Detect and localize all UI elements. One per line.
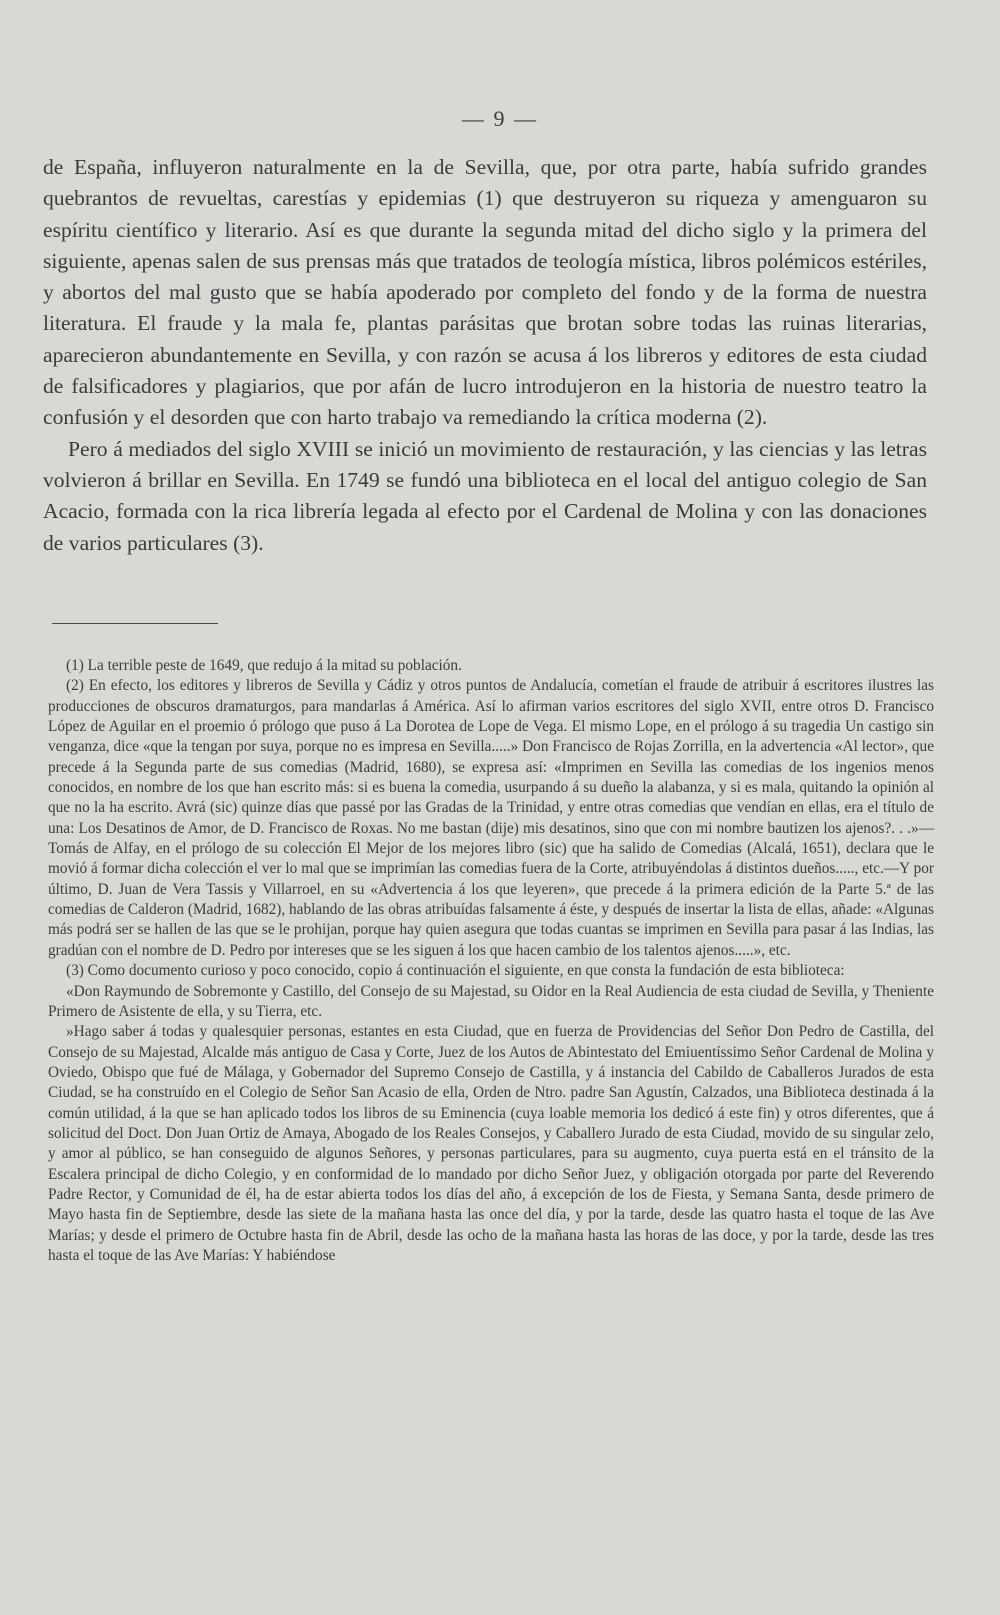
footnote-3-quote-2: »Hago saber á todas y qualesquier personas, estantes en esta Ciudad, que en fuerza de Providencias del Señor Don Pedro de Castilla, del Consejo de su Majestad, Alcalde más antiguo de Casa y Corte, Juez de los Autos de Abintestato del Emiuentíssimo Señor Cardenal de Molina y Oviedo, Obispo que fué de Málaga, y Gobernador del Supremo Consejo de Castilla, y á instancia del Cabildo de Caballeros Jurados de esta Ciudad, se ha construído en el Colegio de Señor San Acasio de ella, Orden de Ntro. padre San Agustín, Calzados, una Biblioteca destinada á la común utilidad, á la que se han aplicado todos los libros de su Eminencia (cuya loable memoria los dedicó á este fin) y otros diferentes, que á solicitud del Doct. Don Juan Ortiz de Amaya, Abogado de los Reales Consejos, y Caballero Jurado de esta Ciudad, movido de su singular zelo, y amor al público, se han conseguido de algunos Señores, y personas particulares, para su augmento, cuya puerta está en el tránsito de la Escalera principal de dicho Colegio, y en conformidad de lo mandado por dicho Señor Juez, y obligación otorgada por parte del Reverendo Padre Rector, y Comunidad de él, ha de estar abierta todos los días del año, á excepción de los de Fiesta, y Semana Santa, desde primero de Mayo hasta fin de Septiembre, desde las siete de la mañana hasta las once del día, y por la tarde, desde las quatro hasta el toque de las Ave Marías; y desde el primero de Octubre hasta fin de Abril, desde las ocho de la mañana hasta las horas de las doce, y por la tarde, desde las tres hasta el toque de las Ave Marías: Y habiéndose <box>48 1023 934 1264</box>
body-paragraph-2: Pero á mediados del siglo XVIII se inició un movimiento de restauración, y las ciencias y las letras volvieron á brillar en Sevilla. En 1749 se fundó una biblioteca en el local del antiguo colegio de San Acacio, formada con la rica librería legada al efecto por el Cardenal de Molina y con las donaciones de varios particulares (3). <box>43 436 927 555</box>
footnote-1: (1) La terrible peste de 1649, que redujo á la mitad su población. <box>66 657 462 674</box>
footnote-2: (2) En efecto, los editores y libreros de Sevilla y Cádiz y otros puntos de Andalucía, cometían el fraude de atribuir á escritores ilustres las producciones de obscuros dramaturgos, para mandarlas á América. Así lo afirman varios escritores del siglo XVII, entre otros D. Francisco López de Aguilar en el proemio ó prólogo que puso á La Dorotea de Lope de Vega. El mismo Lope, en el prólogo á su tragedia Un castigo sin venganza, dice «que la tengan por suya, porque no es impresa en Sevilla.....» Don Francisco de Rojas Zorrilla, en la advertencia «Al lector», que precede á la Segunda parte de sus comedias (Madrid, 1680), se expresa así: «Imprimen en Sevilla las comedias de los ingenios menos conocidos, en nombre de los que han escrito más: si es buena la comedia, usurpando á su dueño la alabanza, y si es mala, quitando la opinión al que no la ha escrito. Avrá (sic) quinze días que passé por las Gradas de la Trinidad, y entre otras comedias que vendían en ellas, era el título de una: Los Desatinos de Amor, de D. Francisco de Roxas. No me bastan (dije) mis desatinos, sino que con mi nombre bautizen los ajenos?. . .»—Tomás de Alfay, en el prólogo de su colección El Mejor de los mejores libro (sic) que ha salido de Comedias (Alcalá, 1651), declara que le movió á formar dicha colección el ver lo mal que se imprimían las comedias fuera de la Corte, atribuyéndolas á distintos dueños....., etc.—Y por último, D. Juan de Vera Tassis y Villarroel, en su «Advertencia á los que leyeren», que precede á la primera edición de la Parte 5.ª de las comedias de Calderon (Madrid, 1682), hablando de las obras atribuídas falsamente á éste, y después de insertar la lista de ellas, añade: «Algunas más podrá ser se hallen de las que se le prohijan, porque hay quien asegura que todas cuantas se imprimen en Sevilla para pasar á las Indias, las gradúan con el nombre de D. Pedro por intereses que se les siguen á los que hacen cambio de los talentos ajenos.....», etc. <box>48 677 934 959</box>
footnote-separator <box>52 623 218 624</box>
page-number: — 9 — <box>462 106 538 131</box>
footnotes <box>48 656 934 1266</box>
body-text <box>43 152 927 559</box>
body-paragraph-1: de España, influyeron naturalmente en la de Sevilla, que, por otra parte, había sufrido grandes quebrantos de revueltas, carestías y epidemias (1) que destruyeron su riqueza y amenguaron su espíritu científico y literario. Así es que durante la segunda mitad del dicho siglo y la primera del siguiente, apenas salen de sus prensas más que tratados de teología mística, libros polémicos estériles, y abortos del mal gusto que se había apoderado por completo del fondo y de la forma de nuestra literatura. El fraude y la mala fe, plantas parásitas que brotan sobre todas las ruinas literarias, aparecieron abundantemente en Sevilla, y con razón se acusa á los libreros y editores de esta ciudad de falsificadores y plagiarios, que por afán de lucro introdujeron en la historia de nuestro teatro la confusión y el desorden que con harto trabajo va remediando la crítica moderna (2). <box>43 155 927 430</box>
footnote-3-quote-1: «Don Raymundo de Sobremonte y Castillo, del Consejo de su Majestad, su Oidor en la Real Audiencia de esta ciudad de Sevilla, y Theniente Primero de Asistente de ella, y su Tierra, etc. <box>48 982 934 1020</box>
footnote-3-intro: (3) Como documento curioso y poco conocido, copio á continuación el siguiente, en que consta la fundación de esta biblioteca: <box>66 962 845 980</box>
